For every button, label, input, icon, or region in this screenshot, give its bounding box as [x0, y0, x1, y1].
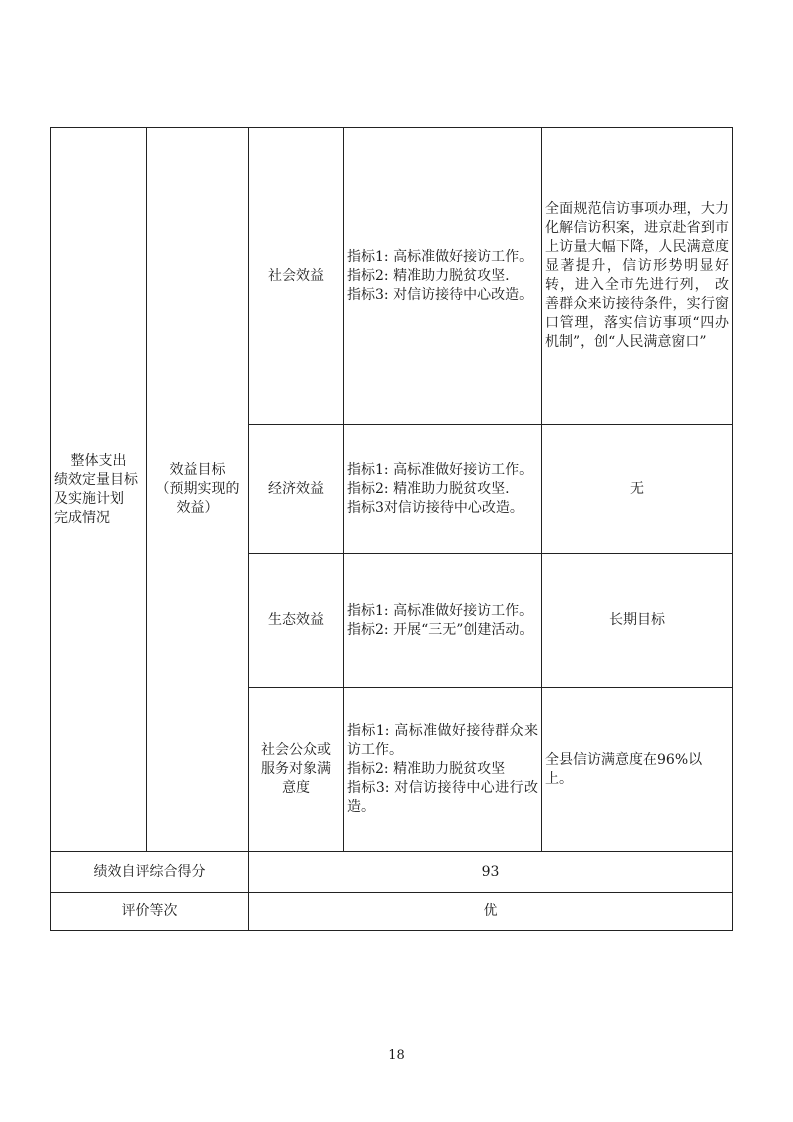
category-cell [51, 128, 147, 852]
result-cell: 全县信访满意度在96%以上。 [542, 688, 733, 852]
indicator-cell [344, 128, 542, 425]
indicator-cell [344, 554, 542, 688]
metric-label: 社会公众或 [261, 742, 331, 758]
indicator-line: 指标2: 精准助力脱贫攻坚 [347, 761, 506, 777]
category-line: 及实施计划 [54, 490, 124, 507]
performance-table [50, 127, 733, 931]
indicator-line: 指标2: 精准助力脱贫攻坚. [347, 267, 510, 284]
metric-label: 意度 [282, 780, 310, 796]
indicator-line: 指标3: 对信访接待中心进行改造。 [347, 780, 538, 815]
subcategory-line: （预期实现的 [155, 481, 240, 497]
result-cell: 无 [542, 425, 733, 554]
page-number: 18 [388, 1048, 405, 1063]
indicator-line: 指标1: 高标准做好接访工作。 [347, 602, 534, 619]
metric-label: 社会效益 [268, 267, 324, 284]
indicator-line: 指标2: 开展“三无”创建活动。 [347, 621, 534, 638]
metric-label: 服务对象满 [261, 761, 331, 777]
indicator-line: 指标3对信访接待中心改造。 [347, 499, 524, 516]
indicator-line: 指标1: 高标准做好接访工作。 [347, 248, 534, 265]
subcategory-cell [147, 128, 249, 852]
category-line: 完成情况 [54, 509, 110, 526]
category-line: 绩效定量目标 [54, 471, 138, 488]
grade-value: 优 [249, 893, 733, 931]
score-label: 绩效自评综合得分 [51, 852, 249, 893]
grade-row [51, 893, 733, 931]
indicator-line: 指标1: 高标准做好接待群众来访工作。 [347, 723, 538, 758]
category-line: 整体支出 [70, 452, 127, 469]
result-cell: 全面规范信访事项办理，大力化解信访积案，进京赴省到市上访量大幅下降，人民满意度显著提升，信访形势明显好转，进入全市先进行列， 改善群众来访接待条件，实行窗口管理，落实信访事项“四办机制”，创“人民满意窗口” [542, 128, 733, 425]
metric-label: 经济效益 [268, 480, 324, 497]
metric-label-cell [249, 688, 344, 852]
indicator-line: 指标3: 对信访接待中心改造。 [347, 286, 534, 303]
table-row [51, 128, 733, 425]
grade-label: 评价等次 [51, 893, 249, 931]
score-value: 93 [249, 852, 733, 893]
indicator-cell [344, 688, 542, 852]
metric-label-cell [249, 425, 344, 554]
metric-label-cell [249, 554, 344, 688]
indicator-line: 指标1: 高标准做好接访工作。 [347, 461, 534, 478]
metric-label: 生态效益 [268, 612, 324, 628]
metric-label-cell [249, 128, 344, 425]
indicator-cell [344, 425, 542, 554]
indicator-line: 指标2: 精准助力脱贫攻坚. [347, 480, 510, 497]
score-row [51, 852, 733, 893]
subcategory-line: 效益目标 [169, 462, 226, 478]
subcategory-line: 效益） [176, 500, 219, 516]
result-cell: 长期目标 [542, 554, 733, 688]
